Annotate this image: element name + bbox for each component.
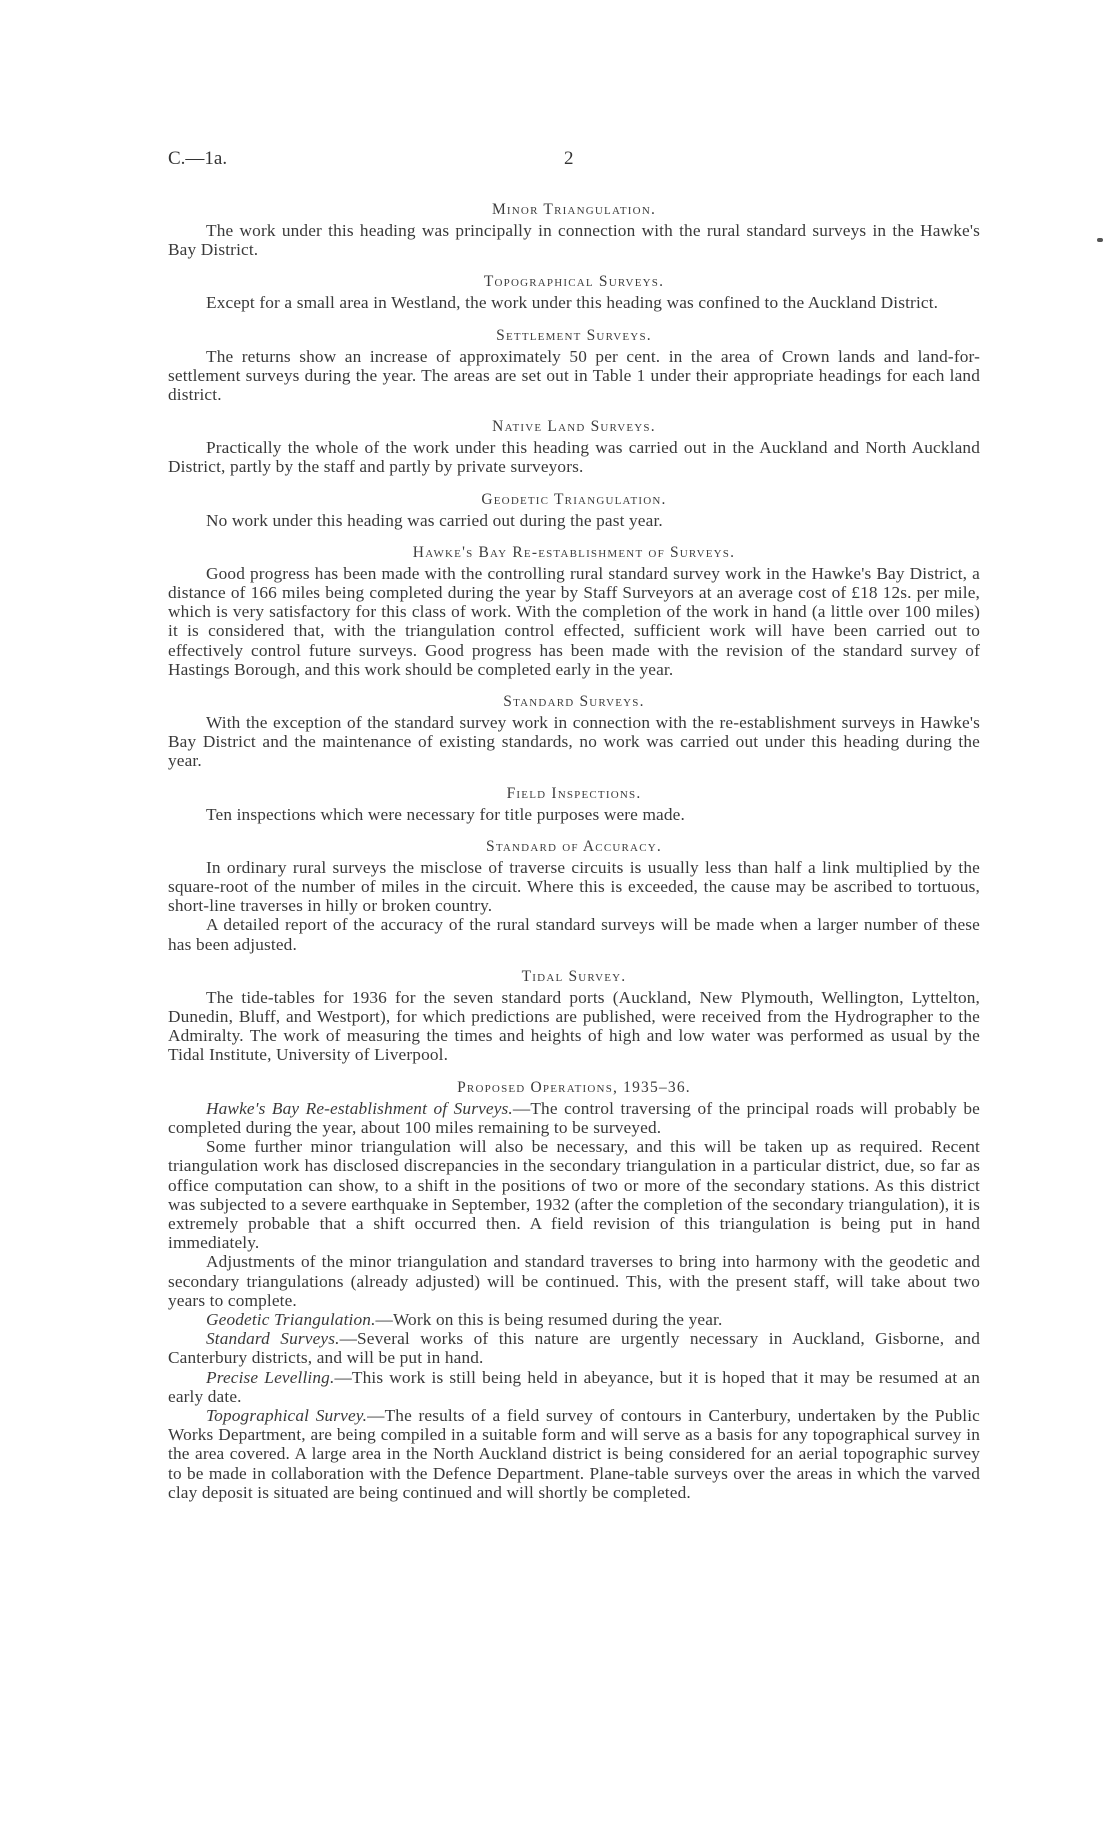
section-heading: Proposed Operations, 1935–36. bbox=[457, 1078, 691, 1096]
section-field-inspections bbox=[168, 784, 980, 824]
paragraph-lead: Topographical Survey. bbox=[206, 1405, 368, 1425]
paragraph-text: —The control traversing of the principal roads will probably be completed during the year, about 100 miles remaining to be surveyed. bbox=[168, 1098, 980, 1137]
paragraph-text: The returns show an increase of approximately 50 per cent. in the area of Crown lands and land-for-settlement surveys during the year. The areas are set out in Table 1 under their appropriate headings for each land district. bbox=[168, 346, 980, 405]
section-minor-triangulation bbox=[168, 200, 980, 259]
paragraph bbox=[168, 1137, 980, 1252]
section-tidal-survey bbox=[168, 967, 980, 1065]
section-heading: Standard Surveys. bbox=[503, 693, 645, 711]
paragraph bbox=[168, 1406, 980, 1502]
paragraph-text: In ordinary rural surveys the misclose of traverse circuits is usually less than half a link multiplied by the square-root of the number of miles in the circuit. Where this is exceeded, the cause may be ascribed to tortuous, short-line traverses in hilly or broken country. bbox=[168, 857, 980, 916]
paragraph-text: A detailed report of the accuracy of the rural standard surveys will be made when a larger number of these has been adjusted. bbox=[168, 915, 980, 954]
paragraph bbox=[168, 1252, 980, 1310]
section-heading: Settlement Surveys. bbox=[496, 326, 652, 344]
section-hawke-s-bay-re-establishment-of-surveys bbox=[168, 543, 980, 679]
paragraph-text: Practically the whole of the work under this heading was carried out in the Auckland and North Auckland District, partly by the staff and partly by private surveyors. bbox=[168, 438, 980, 477]
paragraph bbox=[168, 713, 980, 771]
paragraph bbox=[168, 988, 980, 1065]
section-heading: Hawke's Bay Re-establishment of Surveys. bbox=[412, 543, 736, 561]
section-settlement-surveys bbox=[168, 326, 980, 405]
section-heading: Tidal Survey. bbox=[521, 967, 627, 985]
section-heading: Native Land Surveys. bbox=[492, 418, 656, 436]
document-body bbox=[168, 200, 980, 1502]
margin-mark bbox=[1097, 238, 1103, 242]
running-header bbox=[168, 148, 980, 176]
paragraph bbox=[168, 438, 980, 476]
paragraph-text: —This work is still being held in abeyance, but it is hoped that it may be resumed at an early date. bbox=[168, 1367, 980, 1406]
paragraph-text: The work under this heading was principally in connection with the rural standard surveys in the Hawke's Bay District. bbox=[168, 221, 980, 260]
paragraph-text: —Work on this is being resumed during the year. bbox=[375, 1309, 723, 1329]
paragraph-text: Good progress has been made with the controlling rural standard survey work in the Hawke's Bay District, a distance of 166 miles being completed during the year by Staff Surveyors at an average cost of £18 12s. per mile, which is very satisfactory for this class of work. With the completion of the work in hand (a little over 100 miles) it is considered that, with the triangulation control effected, sufficient work will have been carried out to effectively control future surveys. Good progress has been made with the revision of the standard survey of Hastings Borough, and this work should be completed early in the year. bbox=[168, 563, 980, 679]
paragraph bbox=[168, 347, 980, 405]
section-heading: Minor Triangulation. bbox=[491, 201, 657, 218]
section-heading: Geodetic Triangulation. bbox=[481, 490, 667, 508]
section-heading: Field Inspections. bbox=[506, 784, 642, 802]
paragraph bbox=[168, 1329, 980, 1367]
paragraph bbox=[168, 1368, 980, 1406]
paragraph bbox=[168, 805, 980, 824]
section-geodetic-triangulation bbox=[168, 490, 980, 530]
section-proposed-operations-1935-36 bbox=[168, 1078, 980, 1502]
section-native-land-surveys bbox=[168, 417, 980, 476]
paragraph-lead: Geodetic Triangulation. bbox=[206, 1309, 376, 1329]
paragraph-text: —Several works of this nature are urgently necessary in Auckland, Gisborne, and Canterbury districts, and will be put in hand. bbox=[168, 1329, 980, 1368]
paragraph-text: Ten inspections which were necessary for title purposes were made. bbox=[206, 804, 685, 824]
paragraph bbox=[168, 1310, 980, 1329]
section-standard-surveys bbox=[168, 692, 980, 771]
paragraph-text: Adjustments of the minor triangulation and standard traverses to bring into harmony with the geodetic and secondary triangulations (already adjusted) will be continued. This, with the present staff, will take about two years to complete. bbox=[168, 1252, 980, 1310]
section-standard-of-accuracy bbox=[168, 837, 980, 954]
paragraph bbox=[168, 293, 980, 312]
paragraph-text: With the exception of the standard survey work in connection with the re-establishment surveys in Hawke's Bay District and the maintenance of existing standards, no work was carried out under this heading during the year. bbox=[168, 713, 980, 771]
document-reference: C.—1a. bbox=[168, 148, 228, 169]
paragraph bbox=[168, 858, 980, 916]
paragraph bbox=[168, 1099, 980, 1137]
paragraph-text: The tide-tables for 1936 for the seven standard ports (Auckland, New Plymouth, Wellington, Lyttelton, Dunedin, Bluff, and Westport), for which predictions are published, were received from the Hydrographer to the Admiralty. The work of measuring the times and heights of high and low water was performed as usual by the Tidal Institute, University of Liverpool. bbox=[168, 987, 980, 1065]
paragraph-text: —The results of a field survey of contours in Canterbury, undertaken by the Public Works Department, are being compiled in a suitable form and will serve as a basis for any topographical survey in the area covered. A large area in the North Auckland district is being considered for an aerial topographic survey to be made in collaboration with the Defence Department. Plane-table surveys over the areas in which the varved clay deposit is situated are being continued and will shortly be completed. bbox=[168, 1405, 980, 1502]
paragraph bbox=[168, 564, 980, 679]
paragraph-text: No work under this heading was carried out during the past year. bbox=[206, 510, 663, 530]
section-heading: Standard of Accuracy. bbox=[486, 837, 662, 855]
paragraph-text: Some further minor triangulation will also be necessary, and this will be taken up as required. Recent triangulation work has disclosed discrepancies in the secondary triangulation in a particular district, due, so far as office computation can show, to a shift in the positions of two or more of the secondary stations. As this district was subjected to a severe earthquake in September, 1932 (after the completion of the secondary triangulation), it is extremely probable that a shift occurred then. A field revision of this triangulation is being put in hand immediately. bbox=[168, 1137, 980, 1253]
paragraph bbox=[168, 915, 980, 953]
paragraph bbox=[168, 511, 980, 530]
section-heading: Topographical Surveys. bbox=[483, 273, 665, 291]
paragraph-text: Except for a small area in Westland, the work under this heading was confined to the Auckland District. bbox=[206, 293, 939, 313]
section-topographical-surveys bbox=[168, 272, 980, 312]
page-number: 2 bbox=[564, 148, 574, 169]
document-page bbox=[168, 148, 980, 1502]
paragraph-lead: Standard Surveys. bbox=[206, 1329, 340, 1349]
paragraph bbox=[168, 221, 980, 259]
paragraph-lead: Precise Levelling. bbox=[206, 1367, 335, 1387]
paragraph-lead: Hawke's Bay Re-establishment of Surveys. bbox=[206, 1098, 513, 1118]
